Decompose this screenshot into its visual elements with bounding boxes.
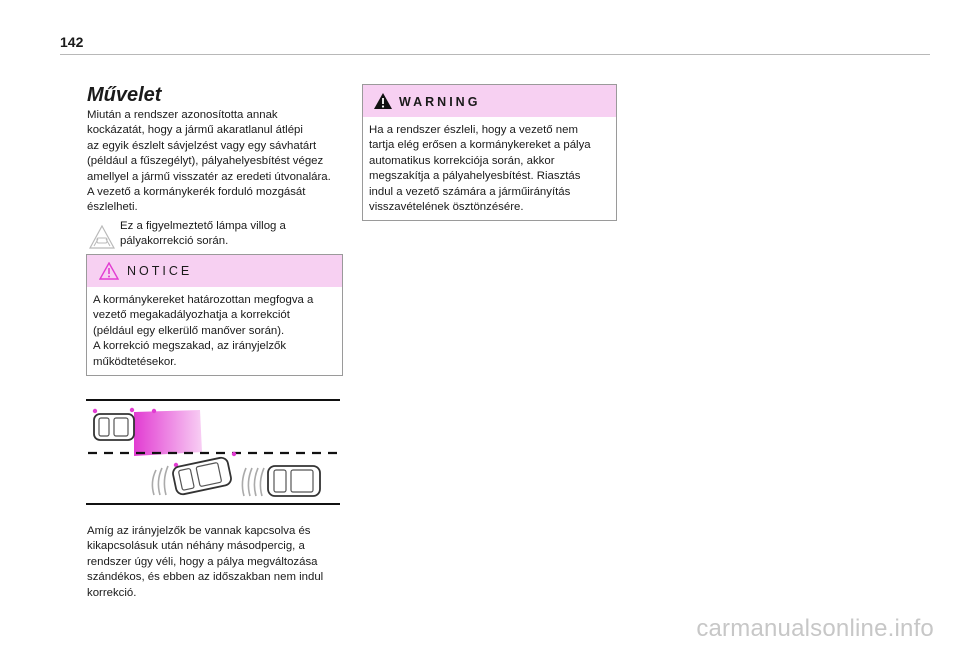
warning-body: Ha a rendszer észleli, hogy a vezető nem tartja elég erősen a kormánykereket a pálya automatikus korrekciója során, akkor megszakítja a pályahelyesbítést. Riasztás indul a vezető számára a járműirányítás visszavételének ösztönzésére.: [369, 124, 591, 214]
intro-paragraph: Miután a rendszer azonosította annak kockázatát, hogy a jármű akaratlanul átlépi az egyik észlelt sávjelzést vagy egy sávhatárt (például a fűszegélyt), pályahelyesbítést végez amellyel a jármű visszatér az eredeti útvonalára. A vezető a kormánykerék forduló mozgását észlelheti.: [87, 109, 331, 214]
warning-icon: [373, 92, 393, 110]
section-title: Művelet: [87, 84, 162, 106]
warning-title: WARNING: [399, 95, 481, 109]
correcting-car-icon: [172, 456, 233, 495]
lane-keeping-warning-lamp-icon: [89, 225, 115, 249]
motion-trail-right: [242, 468, 264, 496]
following-car-icon: [268, 466, 320, 496]
indicator-text: Ez a figyelmeztető lámpa villog a pályakorrekció során.: [120, 220, 286, 248]
notice-callout: [86, 254, 343, 376]
blinkers-paragraph: Amíg az irányjelzők be vannak kapcsolva és kikapcsolásuk után néhány másodpercig, a rendszer úgy véli, hogy a pálya megváltozása szándékos, és ebben az időszakban nem indul korrekció.: [87, 525, 324, 599]
leading-car-icon: [94, 414, 134, 440]
notice-warning-icon: [99, 262, 119, 280]
motion-trail-left: [152, 466, 168, 495]
correction-zone: [134, 410, 202, 456]
notice-title: NOTICE: [127, 264, 193, 278]
warning-callout: [362, 84, 617, 221]
notice-body: A kormánykereket határozottan megfogva a vezető megakadályozhatja a korrekciót (például egy elkerülő manőver során). A korrekció megszakad, az irányjelzők működtetésekor.: [93, 294, 314, 368]
header-divider: [60, 54, 930, 55]
lane-correction-illustration: [86, 398, 340, 506]
page-number: 142: [60, 34, 84, 50]
watermark: carmanualsonline.info: [696, 615, 934, 642]
notice-header: [87, 255, 342, 287]
